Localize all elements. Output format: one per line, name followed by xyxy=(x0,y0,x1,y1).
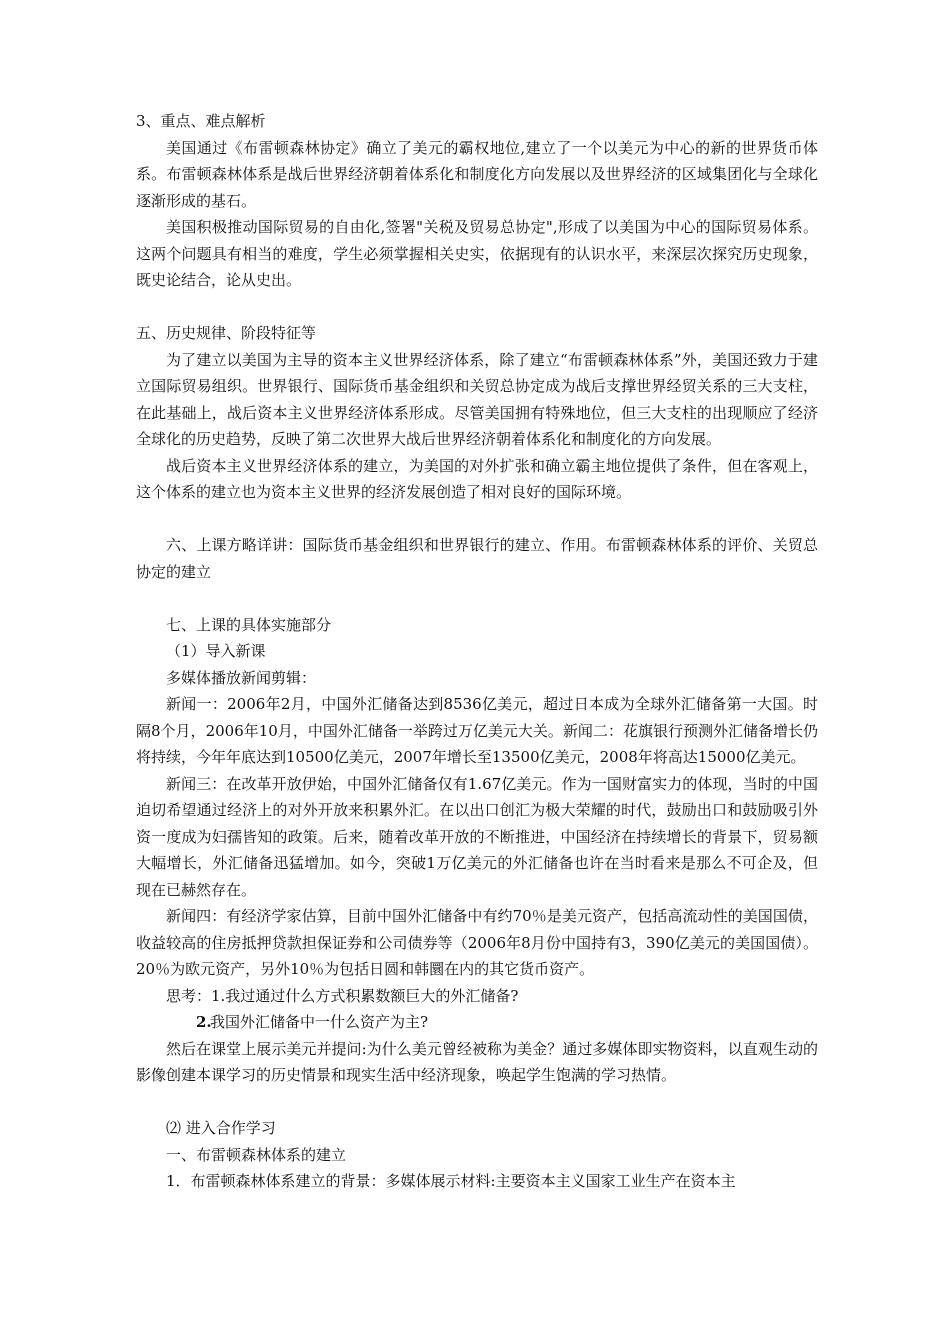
spacer xyxy=(136,506,818,533)
think-question-1: 思考：1.我过通过什么方式积累数额巨大的外汇储备? xyxy=(166,986,519,1005)
section-5-heading: 五、历史规律、阶段特征等 xyxy=(136,324,317,342)
think-question-2 xyxy=(136,1009,818,1036)
news-paragraph-4: 新闻四：有经济学家估算，目前中国外汇储备中有约70％是美元资产，包括高流动性的美国国债，收益较高的住房抵押贷款担保证券和公司债券等（2006年8月份中国持有3，390亿美元的美国国债）。20％为欧元资产，另外10％为包括日圆和韩圜在内的其它货币资产。 xyxy=(136,907,818,978)
document-page xyxy=(136,108,818,1195)
section-7-heading: 七、上课的具体实施部分 xyxy=(166,615,332,634)
think-question-2-text: 我国外汇储备中一什么资产为主? xyxy=(210,1013,429,1031)
section-5-paragraph-1: 为了建立以美国为主导的资本主义世界经济体系，除了建立“布雷顿森林体系”外，美国还致力于建立国际贸易组织。世界银行、国际货币基金组织和关贸总协定成为战后支撑世界经贸关系的三大支柱，在此基础上，战后资本主义世界经济体系形成。尽管美国拥有特殊地位，但三大支柱的出现顺应了经济全球化的历史趋势，反映了第二次世界大战后世界经济朝着体系化和制度化的方向发展。 xyxy=(136,350,818,448)
section-3-heading: 3、重点、难点解析 xyxy=(136,112,266,130)
section-7-subheading-2: ⑵ 进入合作学习 xyxy=(166,1119,276,1137)
classroom-activity-paragraph: 然后在课堂上展示美元并提问:为什么美元曾经被称为美金？通过多媒体即实物资料，以直观生动的影像创建本课学习的历史情景和现实生活中经济现象，唤起学生饱满的学习热情。 xyxy=(136,1039,818,1084)
news-paragraph-1: 新闻一：2006年2月，中国外汇储备达到8536亿美元，超过日本成为全球外汇储备第一大国。时隔8个月，2006年10月，中国外汇储备一举跨过万亿美元大关。新闻二：花旗银行预测外汇储备增长仍将持续，今年年底达到10500亿美元，2007年增长至13500亿美元，2008年将高达15000亿美元。 xyxy=(136,695,818,766)
spacer xyxy=(136,1089,818,1116)
spacer xyxy=(136,585,818,612)
news-paragraph-3: 新闻三：在改革开放伊始，中国外汇储备仅有1.67亿美元。作为一国财富实力的体现，当时的中国迫切希望通过经济上的对外开放来积累外汇。在以出口创汇为极大荣耀的时代，鼓励出口和鼓励吸引外资一度成为妇孺皆知的政策。后来，随着改革开放的不断推进，中国经济在持续增长的背景下，贸易额大幅增长，外汇储备迅猛增加。如今，突破1万亿美元的外汇储备也许在当时看来是那么不可企及，但现在已赫然存在。 xyxy=(136,774,818,899)
section-7-subheading-1: （1）导入新课 xyxy=(166,642,266,660)
media-intro: 多媒体播放新闻剪辑： xyxy=(166,668,317,687)
section-3-paragraph-1: 美国通过《布雷顿森林协定》确立了美元的霸权地位,建立了一个以美元为中心的新的世界货币体系。布雷顿森林体系是战后世界经济朝着体系化和制度化方向发展以及世界经济的区域集团化与全球化逐渐形成的基石。 xyxy=(136,138,818,210)
part-1-item-1: 1．布雷顿森林体系建立的背景：多媒体展示材料:主要资本主义国家工业生产在资本主 xyxy=(166,1172,736,1190)
part-1-heading: 一、布雷顿森林体系的建立 xyxy=(166,1145,347,1164)
think-question-2-number: 2. xyxy=(196,1013,212,1031)
section-5-paragraph-2: 战后资本主义世界经济体系的建立，为美国的对外扩张和确立霸主地位提供了条件，但在客观上，这个体系的建立也为资本主义世界的经济发展创造了相对良好的国际环境。 xyxy=(136,456,818,501)
spacer xyxy=(136,294,818,321)
section-3-paragraph-2: 美国积极推动国际贸易的自由化,签署"关税及贸易总协定",形成了以美国为中心的国际贸易体系。这两个问题具有相当的难度，学生必须掌握相关史实，依据现有的认识水平，来深层次探究历史现象，既史论结合，论从史出。 xyxy=(136,218,818,289)
section-6-paragraph: 六、上课方略详讲：国际货币基金组织和世界银行的建立、作用。布雷顿森林体系的评价、关贸总协定的建立 xyxy=(136,536,818,581)
